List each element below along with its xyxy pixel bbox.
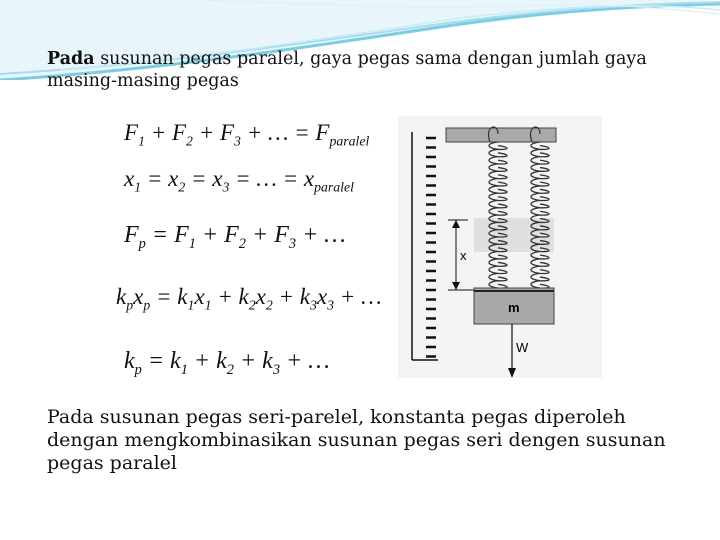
x-label: x (460, 248, 467, 263)
intro-bold-word: Pada (47, 49, 95, 69)
original-position-block (474, 218, 554, 252)
mass-label: m (508, 300, 520, 315)
weight-label: W (516, 340, 529, 355)
intro-text: susunan pegas paralel, gaya pegas sama dengan jumlah gaya masing-masing pegas (47, 49, 647, 91)
parallel-springs-figure (398, 116, 602, 378)
equation-kx-sum: $k_px_p = k_1x_1 + k_2x_2 + k_3x_3$ + … (116, 284, 382, 313)
equation-kp-sum: $k_p = k_1 + k_2 + k_3$ + … (124, 348, 330, 378)
equation-displacement-equal: $x_1 = x_2 = x_3$ = … = $x_{paralel}$ (124, 166, 354, 195)
intro-paragraph (47, 48, 687, 92)
equation-force-sum: $F_1 + F_2 + F_3$ + … = $F_{paralel}$ (124, 120, 370, 149)
equation-fp-sum: $F_p = F_1 + F_2 + F_3$ + … (124, 222, 346, 252)
outro-paragraph: Pada susunan pegas seri-parelel, konstanta pegas diperoleh dengan mengkombinasikan susunan pegas seri dengen susunan pegas paralel (47, 406, 666, 474)
